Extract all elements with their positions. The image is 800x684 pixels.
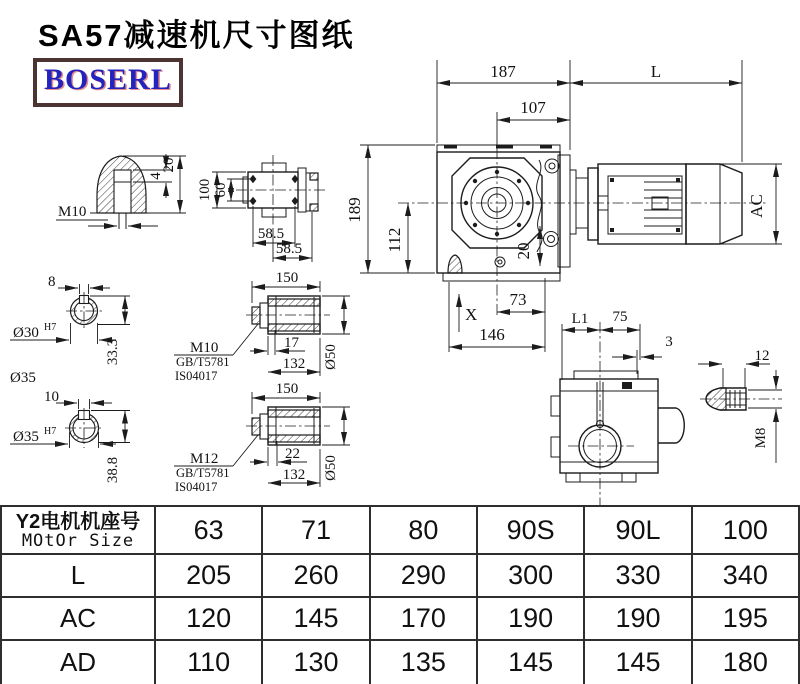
dim-d50-a: Ø50 [323,344,339,370]
dim-22: 22 [285,446,300,462]
cell-L: 290 [371,555,478,598]
view-hollow-shaft-1 [174,270,350,383]
dim-150-a: 150 [275,270,299,286]
cell-AD: 180 [693,641,800,684]
view-side [551,309,684,508]
dim-bore-30: Ø30 [13,325,39,341]
brand-logo [33,58,183,107]
dim-3: 3 [665,334,673,350]
view-main-assembly [345,60,782,352]
view-bore-section-35 [10,389,130,483]
dim-L: L [650,62,662,81]
cell-AD: 135 [371,641,478,684]
dim-100: 100 [197,178,213,202]
cell-L: 260 [263,555,370,598]
cell-L: 205 [156,555,263,598]
col-header: 80 [371,507,478,555]
dim-M8: M8 [753,427,769,449]
col-header: 90S [478,507,585,555]
cell-AD: 110 [156,641,263,684]
dim-187: 187 [490,62,516,81]
cell-AC: 190 [478,598,585,641]
cell-AD: 130 [263,641,370,684]
cell-L: 300 [478,555,585,598]
dim-112: 112 [385,227,404,253]
dim-m10-plug: M10 [58,204,87,220]
brand-logo-text: BOSERL [44,63,172,96]
dim-132-b: 132 [282,467,306,483]
dim-107: 107 [520,98,546,117]
dim-bore-35-tol: H7 [44,426,57,437]
motor-size-table [0,505,800,684]
dim-58-5-b: 58.5 [275,241,303,257]
dim-12: 12 [754,348,770,364]
row-label-AC: AC [2,598,156,641]
dim-8: 8 [48,274,56,290]
cell-L: 330 [585,555,692,598]
label-shaft1-std2: IS04017 [175,369,218,383]
dim-bore-35: Ø35 [13,429,39,445]
view-top [197,155,326,262]
table-header-motor-size [2,507,156,555]
cell-AC: 170 [371,598,478,641]
dim-10: 10 [44,389,59,405]
dim-132-a: 132 [282,356,306,372]
dim-L1: L1 [571,311,589,327]
cell-AC: 145 [263,598,370,641]
cell-AC: 120 [156,598,263,641]
dim-75: 75 [612,309,628,325]
dim-20-main: 20 [514,242,533,260]
dim-150-b: 150 [275,381,299,397]
view-hollow-shaft-2 [174,381,350,494]
row-label-AD: AD [2,641,156,684]
dim-d50-b: Ø50 [323,455,339,481]
cell-AD: 145 [478,641,585,684]
dim-AC: AC [747,194,766,218]
dim-20: 20 [161,157,177,173]
table-header-en: MOtOr Size [21,530,135,551]
dim-33-3: 33.3 [105,338,121,366]
dim-4: 4 [148,172,164,180]
dim-38-8: 38.8 [105,456,121,484]
dim-146: 146 [479,325,505,344]
col-header: 90L [585,507,692,555]
col-header: 63 [156,507,263,555]
cell-L: 340 [693,555,800,598]
table-header-cn: Y2电机机座号 [15,510,141,533]
cell-AC: 190 [585,598,692,641]
dim-60: 60 [213,182,229,198]
dim-58-5-a: 58.5 [257,226,285,242]
dim-73: 73 [509,290,527,309]
page-title: SA57减速机尺寸图纸 [38,18,355,53]
row-label-L: L [2,555,156,598]
label-shaft2-thread: M12 [190,451,219,467]
view-bore-section-30 [10,274,130,386]
label-shaft1-std1: GB/T5781 [176,355,230,369]
cell-AD: 145 [585,641,692,684]
label-shaft1-thread: M10 [190,340,219,356]
col-header: 71 [263,507,370,555]
label-shaft2-std1: GB/T5781 [176,466,230,480]
view-bolt-detail [698,348,782,463]
dim-bore-30-tol: H7 [44,322,57,333]
dim-189: 189 [345,197,364,223]
view-plug-detail [56,154,186,229]
label-shaft2-std2: IS04017 [175,480,218,494]
label-x: X [465,305,478,324]
col-header: 100 [693,507,800,555]
dim-od-35: Ø35 [10,370,36,386]
dim-17: 17 [284,335,299,351]
cell-AC: 195 [693,598,800,641]
